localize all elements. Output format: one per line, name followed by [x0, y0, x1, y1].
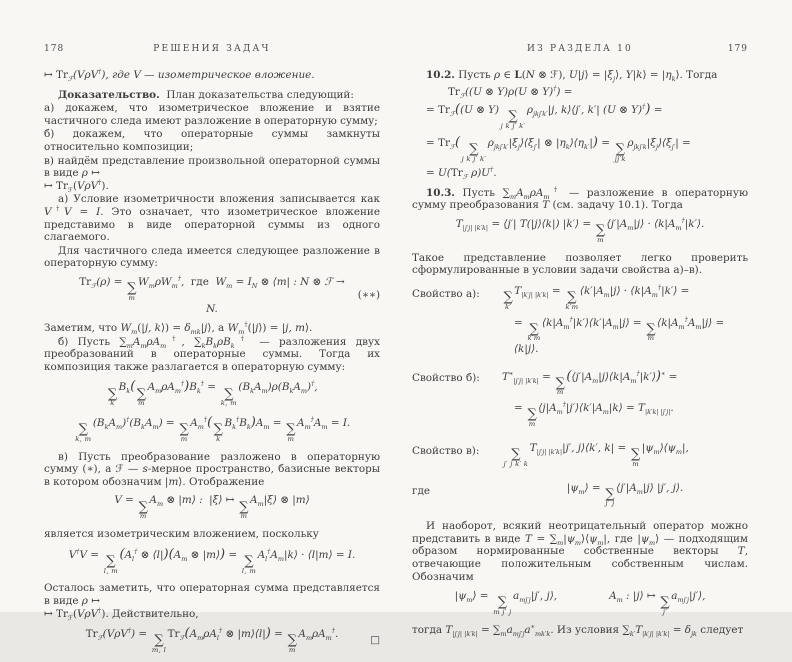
property-a-block [412, 283, 748, 361]
formula-final: $Tr_ℱ(V\rho V^\dagger)$ = ∑ m, l $Tr_ℱ(A_m\rho A_l^\dagger$ ⊗ |m⟩⟨l|) = ∑ m $A_m\rho A_m^\dagger$. [85, 626, 339, 654]
property-v-formulas [502, 440, 748, 474]
step-v-paragraph: в) Пусть преобразование разложено в операторную сумму (∗), а ℱ — s-мерное пространство, базисные векторы в котором обозначим |m⟩. Отображение [44, 450, 381, 488]
formula-a-m: $A_m$ : |j⟩ ↦ ∑ j′ $a_{mj'j}|j'⟩$, [609, 590, 706, 616]
formula-10-2-line-3: = $Tr_ℱ$( ∑ j k j′ k′ $\rho_{jkj'k'}|\xi_j⟩⟨\xi_{j'}|$ ⊗ $|\eta_k⟩⟨\eta_{k'}|$) = ∑ jj′k $\rho_{jkj'k}|\xi_j⟩⟨\xi_{j'}|$ = [426, 134, 691, 163]
formula-partial-trace-row [44, 276, 380, 315]
right-page [412, 44, 748, 637]
isometry-paragraph: является изометрическим вложением, поскольку [44, 528, 319, 541]
property-b-label: Свойство б): [412, 371, 480, 384]
left-page-number: 178 [44, 44, 65, 54]
where-row [412, 480, 748, 514]
formula-isometry-check: V†V = ∑ l, m ($A_l^\dagger$ ⊗ $⟨l|)(A_m$ ⊗ |m⟩) = ∑ l, m $A_l^\dagger A_m|k⟩$ · ⟨l|m⟩ = I. [68, 546, 356, 575]
formula-10-2-line-1: $Tr_ℱ((U$ ⊗ Y)ρ(U ⊗ Y)†) = [448, 84, 573, 100]
right-running-head: ИЗ РАЗДЕЛА 10 [527, 44, 633, 54]
formula-composition-2: ∑ k, m $(B_kA_m)^\dagger(B_kA_m)$ = ∑ m $A_m^\dagger$( ∑ k $B_k^\dagger B_k)A_m$ = ∑ m $A_m^\dagger A_m = I$. [75, 415, 351, 443]
left-running-head: РЕШЕНИЯ ЗАДАЧ [153, 44, 271, 54]
property-v-label: Свойство в): [412, 444, 480, 457]
continuation-paragraph: ↦ $Tr_ℱ(V\rho V^\dagger)$, где V — изометрическое вложение. [44, 67, 315, 84]
derivation-10-2 [426, 86, 748, 180]
partial-trace-paragraph: Для частичного следа имеется следующее разложение в операторную сумму: [44, 244, 380, 270]
step-b-paragraph: б) Пусть $\sum_mA_m\rho A_m^\dagger$, $\sum_kB_k\rho B_k^\dagger$ — разложения двух преобразований в операторные суммы. Тогда их композиция также разлагается в операторную сумму: [44, 334, 381, 373]
where-label: где [412, 484, 430, 497]
left-page [44, 44, 380, 662]
plan-item-a: а) докажем, что изометрическое вложение и взятие частичного следа имеют разложение в операторную сумму; [44, 102, 380, 127]
note-paragraph: Заметим, что $W_m(|j$, k⟩) = $\delta_{mk}|j⟩$, а $W_m^\dagger(|j⟩) = |j$, m⟩. [44, 320, 313, 337]
formula-isometric-map: V = ∑ m $A_m$ ⊗ |m⟩ : |ξ⟩ ↦ ∑ m $A_m|\xi⟩$ ⊗ |m⟩ [114, 494, 310, 521]
formula-partial-trace: $Tr_ℱ(\rho)$ = ∑ m $W_m\rho W_m^\dagger$, где $W_m = I_N$ ⊗ ⟨m| : N ⊗ ℱ → N. [79, 274, 345, 315]
then-paragraph: тогда $T_{|j'j| |k'k|} = \sum_ma_{mj'j}a^∗_{mk'k}$. Из условия $\sum_{k'}T_{|k'j| |k'k|} = \delta_{jk}$ следует [412, 622, 744, 638]
property-b-line-1: $T^∗_{|j'j| |k'k|}$ = ∑ m $(⟨j'|A_m|j⟩⟨k|A_m^\dagger|k'⟩)^∗$ = [502, 368, 678, 397]
formula-psi-m: $|\psi_m⟩$ = ∑ m j′ j $a_{mj'j}|j'$, j⟩, [454, 590, 558, 616]
equation-label-double-star: (∗∗) [357, 289, 380, 302]
property-a-label: Свойство а): [412, 287, 480, 300]
right-page-number: 179 [727, 44, 748, 54]
formula-psi-definition: $|\psi_m⟩$ = ∑ j′ j $⟨j'|A_m|j⟩$ |j′, j⟩. [566, 481, 684, 508]
plan-item-b: б) докажем, что операторные суммы замкнуты относительно композиции; [44, 128, 380, 153]
formula-final-row [44, 626, 380, 655]
proof-heading-paragraph: Доказательство. План доказательства следующий: [58, 88, 354, 101]
property-b-formulas [502, 367, 748, 434]
property-v-line-1: ∑ j′ j k′ k $T_{|j'j| |k'k|}|j'$, j⟩⟨k′, k| = ∑ m $|\psi_m⟩⟨\psi_m|$, [503, 441, 689, 468]
step-a-paragraph: а) Условие изометричности вложения записывается как V†V = I. Это означает, что изометрическое вложение представимо в виде операторной суммы из одного слагаемого. [44, 193, 381, 244]
property-a-line-2: = ∑ k′m $⟨k|A_m^\dagger|k'⟩⟨k'|A_m|j⟩$ = ∑ m $⟨k|A_m^\dagger A_m|j⟩$ = ⟨k|j⟩. [514, 315, 725, 356]
formula-composition-1: ∑ k $B_k$( ∑ m $A_m\rho A_m^\dagger)B_k^\dagger$ = ∑ k, m $(B_kA_m)\rho(B_kA_m)^\dagger$, [107, 379, 318, 408]
formula-10-3: $T_{|j'j| |k'k|}$ = ⟨j′| T(|j⟩⟨k|) |k′⟩ = ∑ m $⟨j'|A_m|j⟩$ · $⟨k|A_m^\dagger|k'⟩$. [455, 216, 705, 244]
formula-10-2-line-2: = $Tr_ℱ((U$ ⊗ Y) ∑ j k j′ k′ $\rho_{jkj'k'}|j$, k⟩⟨j′, k′| (U ⊗ Y)†) = [426, 102, 663, 130]
formula-denote-row [412, 590, 748, 617]
right-page-header [412, 44, 748, 54]
property-b-line-2: = ∑ m $⟨j|A_m^\dagger|j'⟩⟨k'|A_m|k⟩ = T_{|k'k| |j'j|}$. [514, 400, 674, 429]
property-b-block [412, 367, 748, 434]
representation-note-paragraph: Такое представление позволяет легко проверить сформулированные в условии задачи свойства а)–в). [412, 251, 748, 277]
left-page-header [44, 44, 380, 54]
remains-paragraph: Осталось заметить, что операторная сумма представляется в виде ρ ↦ ↦ $Tr_ℱ(V\rho V^\dagger)$. Действительно, [44, 582, 380, 622]
where-formula-wrap [502, 480, 748, 514]
property-v-block [412, 440, 748, 474]
problem-10-2-paragraph: 10.2. Пусть ρ ∈ L(N ⊗ ℱ), U|j⟩ = $|\xi_j⟩$, Y|k⟩ = $|\eta_k⟩$. Тогда [426, 69, 718, 84]
plan-item-v: в) найдём представление произвольной операторной суммы в виде ρ ↦ ↦ $Tr_ℱ(V\rho V^\dagger)$. [44, 154, 380, 194]
property-a-line-1: ∑ k′ $T_{|k'j| |k'k|}$ = ∑ k′m $⟨k'|A_m|j⟩$ · $⟨k|A_m^\dagger|k'⟩$ = [503, 283, 690, 311]
property-a-formulas [502, 283, 748, 361]
formula-10-2-line-4: = $U(Tr_ℱ$ ρ)U†. [426, 165, 497, 182]
converse-paragraph: И наоборот, всякий неотрицательный оператор можно представить в виде $T = \sum_m|\psi_m⟩⟨\psi_m|$, где $|\psi_m⟩$ — подходящим образом нормированные собственные векторы T, отвечающие положительным собственным числам. Обозначим [412, 520, 748, 583]
problem-10-3-paragraph: 10.3. Пусть $\sum_mA_m\rho A_m^\dagger$ — разложение в операторную сумму преобразования T (см. задачу 10.1). Тогда [412, 185, 748, 212]
qed-box: □ [370, 634, 380, 647]
